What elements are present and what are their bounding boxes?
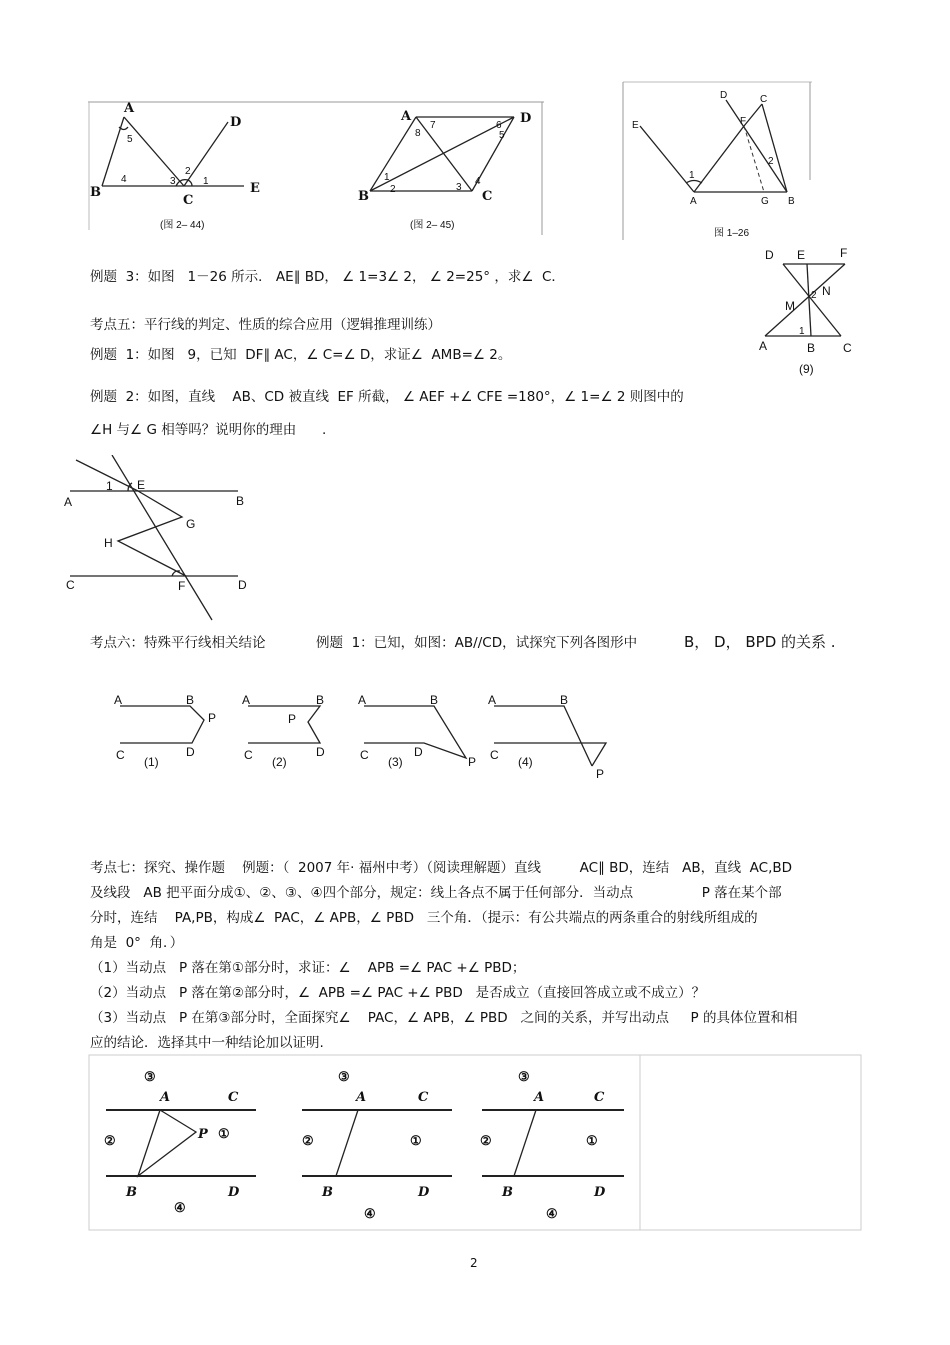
label-P: P <box>198 1127 208 1142</box>
label-N: N <box>822 284 831 298</box>
label-B: B <box>186 693 195 707</box>
label-A: A <box>124 101 135 116</box>
label-D: D <box>316 745 325 759</box>
label-E: E <box>250 181 260 196</box>
label-E: E <box>137 478 146 492</box>
label-C: C <box>482 189 493 204</box>
label-C: C <box>66 578 75 592</box>
label-D: D <box>186 745 195 759</box>
angle-1: 1 <box>689 170 695 181</box>
angle-2: 2 <box>811 290 817 301</box>
question-1: （1）当动点 P 落在第①部分时，求证：∠ APB =∠ PAC +∠ PBD； <box>90 960 526 976</box>
caption-1-26: 图 1–26 <box>714 228 750 239</box>
label-D: D <box>520 111 532 126</box>
angle-4: 4 <box>121 174 127 185</box>
key-point-6-title: 考点六：特殊平行线相关结论 <box>90 635 266 651</box>
label-G: G <box>186 517 196 531</box>
figure-number: (4) <box>518 755 533 769</box>
region-figure-1 <box>104 1070 256 1216</box>
label-C: C <box>418 1090 429 1105</box>
label-A: A <box>64 495 73 509</box>
angle-1: 1 <box>799 326 805 337</box>
label-B: B <box>90 185 101 200</box>
label-A: A <box>358 693 367 707</box>
key-point-5-title: 考点五：平行线的判定、性质的综合应用（逻辑推理训练） <box>90 317 441 333</box>
key-point-7-line-2: 及线段 AB 把平面分成①、②、③、④四个部分，规定：线上各点不属于任何部分．当动点 P 落在某个部 <box>90 885 782 901</box>
region-1: ① <box>586 1134 598 1149</box>
angle-2: 2 <box>185 166 191 177</box>
label-A: A <box>242 693 251 707</box>
angle-5: 5 <box>499 130 505 141</box>
label-D: D <box>228 1185 240 1200</box>
figure-number: (2) <box>272 755 287 769</box>
label-C: C <box>228 1090 239 1105</box>
angle-4: 4 <box>475 176 481 187</box>
label-D: D <box>720 90 728 101</box>
key-point-7-line-1: 考点七：探究、操作题 例题：（ 2007 年· 福州中考）（阅读理解题）直线 AC∥ BD，连结 AB，直线 AC,BD <box>90 860 793 876</box>
label-B: B <box>502 1185 513 1200</box>
region-4: ④ <box>364 1207 376 1222</box>
label-D: D <box>238 578 247 592</box>
region-2: ② <box>104 1134 116 1149</box>
angle-5: 5 <box>127 134 133 145</box>
figure-9 <box>755 244 865 380</box>
label-C: C <box>760 94 768 105</box>
label-P: P <box>288 712 297 726</box>
label-G: G <box>761 196 769 207</box>
angle-2: 2 <box>390 184 396 195</box>
question-3: （3）当动点 P 在第③部分时，全面探究∠ PAC，∠ APB，∠ PBD 之间的关系，并写出动点 P 的具体位置和相 <box>90 1010 798 1026</box>
angle-8: 8 <box>415 128 421 139</box>
key-point-7-line-3: 分时，连结 PA,PB，构成∠ PAC，∠ APB，∠ PBD 三个角．（提示：有公共端点的两条重合的射线所组成的 <box>90 910 758 926</box>
label-C: C <box>183 193 194 208</box>
figure-parallel-3 <box>356 690 486 774</box>
angle-6: 6 <box>496 120 502 131</box>
angle-1: 1 <box>106 479 113 493</box>
label-A: A <box>114 693 123 707</box>
label-B: B <box>788 196 795 207</box>
label-E: E <box>797 248 806 262</box>
figure-parallel-1 <box>112 690 232 774</box>
region-4: ④ <box>546 1207 558 1222</box>
region-2: ② <box>302 1134 314 1149</box>
angle-7: 7 <box>430 120 436 131</box>
label-C: C <box>843 341 852 355</box>
page-number: 2 <box>470 1256 478 1270</box>
label-A: A <box>160 1090 171 1105</box>
region-figure-2 <box>302 1070 452 1222</box>
region-3: ③ <box>518 1070 530 1085</box>
label-B: B <box>126 1185 137 1200</box>
region-4: ④ <box>174 1201 186 1216</box>
label-F: F <box>840 246 848 260</box>
caption-9: (9) <box>799 362 814 376</box>
figure-number: (3) <box>388 755 403 769</box>
label-P: P <box>596 767 605 781</box>
label-D: D <box>594 1185 606 1200</box>
label-A: A <box>356 1090 367 1105</box>
label-A: A <box>759 339 768 353</box>
figure-parallel-2 <box>240 690 360 774</box>
key-point-6-example: 例题 1：已知，如图：AB//CD，试探究下列各图形中 <box>316 635 638 651</box>
label-B: B <box>430 693 439 707</box>
label-D: D <box>765 248 774 262</box>
region-2: ② <box>480 1134 492 1149</box>
label-E: E <box>632 120 639 131</box>
region-1: ① <box>410 1134 422 1149</box>
angle-1: 1 <box>203 176 209 187</box>
label-A: A <box>488 693 497 707</box>
region-figure-3 <box>480 1070 624 1222</box>
key-point-7-line-4: 角是 0° 角．） <box>90 935 184 951</box>
label-D: D <box>230 115 242 130</box>
label-C: C <box>360 748 369 762</box>
figure-regions <box>88 1054 862 1232</box>
label-D: D <box>418 1185 430 1200</box>
key-point-6-relation: B， D， BPD 的关系 . <box>684 633 836 651</box>
label-P: P <box>468 755 477 769</box>
region-3: ③ <box>338 1070 350 1085</box>
label-M: M <box>785 299 795 313</box>
example-2-question: ∠H 与∠ G 相等吗？说明你的理由 . <box>90 422 327 438</box>
label-B: B <box>236 494 245 508</box>
label-C: C <box>594 1090 605 1105</box>
label-B: B <box>807 341 816 355</box>
figure-number: (1) <box>144 755 159 769</box>
region-1: ① <box>218 1127 230 1142</box>
region-3: ③ <box>144 1070 156 1085</box>
figure-parallel-4 <box>486 690 616 786</box>
example-3-line: 例题 3：如图 1－26 所示． AE∥ BD， ∠ 1=3∠ 2， ∠ 2=25° ，求∠ C． <box>90 269 565 285</box>
label-F: F <box>740 116 747 127</box>
label-B: B <box>316 693 325 707</box>
figure-2-44 <box>90 101 260 231</box>
example-1-line: 例题 1：如图 9，已知 DF∥ AC，∠ C=∠ D，求证∠ AMB=∠ 2。 <box>90 347 512 363</box>
label-A: A <box>534 1090 545 1105</box>
label-P: P <box>208 711 217 725</box>
figure-2-45 <box>358 109 531 231</box>
label-D: D <box>414 745 423 759</box>
angle-1: 1 <box>384 172 390 183</box>
label-C: C <box>490 748 499 762</box>
label-B: B <box>322 1185 333 1200</box>
caption-2-45: (图 2– 45) <box>410 220 455 231</box>
figure-2-44-45 <box>88 100 544 235</box>
figure-1-26 <box>622 80 812 242</box>
caption-2-44: (图 2– 44) <box>160 220 205 231</box>
figure-ef-transversal <box>60 455 260 623</box>
label-C: C <box>244 748 253 762</box>
question-3-cont: 应的结论．选择其中一种结论加以证明. <box>90 1035 324 1051</box>
example-2-line: 例题 2：如图，直线 AB、CD 被直线 EF 所截， ∠ AEF +∠ CFE =180°，∠ 1=∠ 2 则图中的 <box>90 389 684 405</box>
label-H: H <box>104 536 113 550</box>
label-B: B <box>560 693 569 707</box>
label-F: F <box>178 579 186 593</box>
label-A: A <box>401 109 412 124</box>
label-A: A <box>690 196 697 207</box>
angle-3: 3 <box>170 176 176 187</box>
angle-2: 2 <box>768 156 774 167</box>
angle-3: 3 <box>456 182 462 193</box>
label-C: C <box>116 748 125 762</box>
label-B: B <box>358 189 369 204</box>
question-2: （2）当动点 P 落在第②部分时，∠ APB =∠ PAC +∠ PBD 是否成立（直接回答成立或不成立）？ <box>90 985 706 1001</box>
